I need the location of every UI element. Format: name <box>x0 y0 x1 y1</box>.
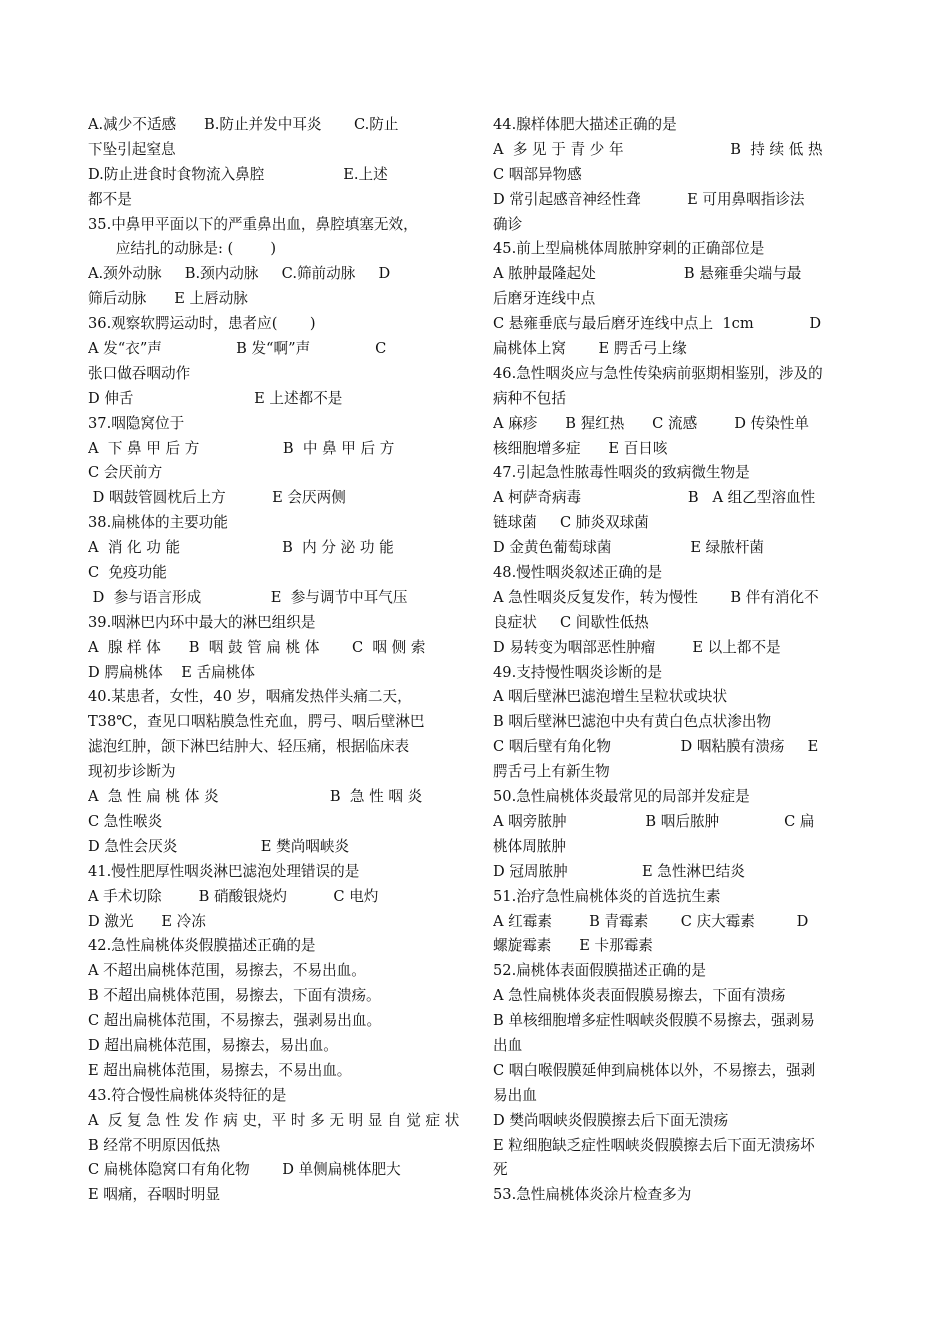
right-text-line: 易出血 <box>493 1086 537 1104</box>
left-text-line: A 反 复 急 性 发 作 病 史，平 时 多 无 明 显 自 觉 症 状 <box>88 1111 460 1129</box>
left-text-line: D 咽鼓管圆枕后上方 E 会厌两侧 <box>88 489 346 507</box>
left-text-line: A 手术切除 B 硝酸银烧灼 C 电灼 <box>88 887 379 905</box>
left-text-line: A 发“衣”声 B 发“啊”声 C <box>88 340 387 358</box>
right-text-line: E 粒细胞缺乏症性咽峡炎假膜擦去后下面无溃疡坏 <box>493 1136 815 1154</box>
right-text-line: 螺旋霉素 E 卡那霉素 <box>493 937 653 955</box>
right-text-line: 出血 <box>493 1036 523 1054</box>
right-column <box>493 113 869 1208</box>
left-text-line: C 免疫功能 <box>88 564 167 582</box>
left-text-line: 滤泡红肿，颌下淋巴结肿大、轻压痛，根据临床表 <box>88 738 410 756</box>
right-text-line: C 咽白喉假膜延伸到扁桃体以外，不易擦去，强剥 <box>493 1061 816 1079</box>
right-text-line: D 樊尚咽峡炎假膜擦去后下面无溃疡 <box>493 1111 729 1129</box>
left-text-line: A 下 鼻 甲 后 方 B 中 鼻 甲 后 方 <box>88 439 395 457</box>
right-text-line: A 急性咽炎反复发作，转为慢性 B 伴有消化不 <box>493 588 819 606</box>
left-text-line: 都不是 <box>88 190 132 208</box>
right-text-line: C 咽后壁有角化物 D 咽粘膜有溃疡 E <box>493 738 819 756</box>
left-text-line: 37.咽隐窝位于 <box>88 414 185 432</box>
left-text-line: 40.某患者，女性，40 岁，咽痛发热伴头痛二天， <box>88 688 412 706</box>
right-text-line: A 麻疹 B 猩红热 C 流感 D 传染性单 <box>493 414 809 432</box>
right-text-line: D 金黄色葡萄球菌 E 绿脓杆菌 <box>493 539 765 557</box>
left-text-line: C 超出扁桃体范围，不易擦去，强剥易出血。 <box>88 1012 382 1030</box>
left-text-line: 现初步诊断为 <box>88 763 176 781</box>
left-text-line: D 激光 E 冷冻 <box>88 912 206 930</box>
left-text-line: C 会厌前方 <box>88 464 163 482</box>
right-text-line: 49.支持慢性咽炎诊断的是 <box>493 663 663 681</box>
right-text-line: 46.急性咽炎应与急性传染病前驱期相鉴别，涉及的 <box>493 364 823 382</box>
left-text-line: 38.扁桃体的主要功能 <box>88 514 228 532</box>
left-text-line: B 经常不明原因低热 <box>88 1136 221 1154</box>
left-text-line: A 急 性 扁 桃 体 炎 B 急 性 咽 炎 <box>88 788 423 806</box>
right-text-line: 腭舌弓上有新生物 <box>493 763 610 781</box>
left-text-line: B 不超出扁桃体范围，易擦去，下面有溃疡。 <box>88 987 381 1005</box>
left-text-line: 张口做吞咽动作 <box>88 364 191 382</box>
left-text-line: A 不超出扁桃体范围，易擦去，不易出血。 <box>88 962 366 980</box>
right-text-line: C 咽部异物感 <box>493 165 582 183</box>
left-text-line: A 消 化 功 能 B 内 分 泌 功 能 <box>88 539 394 557</box>
right-text-line: 44.腺样体肥大描述正确的是 <box>493 116 677 133</box>
left-text-line: A 腺 样 体 B 咽 鼓 管 扁 桃 体 C 咽 侧 索 <box>88 638 426 656</box>
right-text-line: C 悬雍垂底与最后磨牙连线中点上 1cm D <box>493 315 822 333</box>
right-text-line: 52.扁桃体表面假膜描述正确的是 <box>493 962 706 980</box>
right-text-line: 确诊 <box>493 215 523 233</box>
right-text-line: A 红霉素 B 青霉素 C 庆大霉素 D <box>493 912 809 930</box>
right-text-line: A 咽后壁淋巴滤泡增生呈粒状或块状 <box>493 688 728 706</box>
right-text-line: 47.引起急性脓毒性咽炎的致病微生物是 <box>493 464 750 482</box>
right-text-line: 核细胞增多症 E 百日咳 <box>493 439 668 457</box>
left-text-line: 36.观察软腭运动时，患者应( ) <box>88 315 316 333</box>
right-text-line: D 冠周脓肿 E 急性淋巴结炎 <box>493 862 745 880</box>
left-text-line: E 咽痛，吞咽时明显 <box>88 1186 221 1204</box>
right-text-line: D 常引起感音神经性聋 E 可用鼻咽指诊法 <box>493 190 805 208</box>
right-text-line: 病种不包括 <box>493 389 566 407</box>
left-text-line: 42.急性扁桃体炎假膜描述正确的是 <box>88 937 316 955</box>
left-text-line: 43.符合慢性扁桃体炎特征的是 <box>88 1086 287 1104</box>
left-column <box>88 113 464 1208</box>
left-text-line: D.防止进食时食物流入鼻腔 E.上述 <box>88 165 388 183</box>
right-text-line: D 易转变为咽部恶性肿瘤 E 以上都不是 <box>493 638 781 656</box>
right-text-line: 48.慢性咽炎叙述正确的是 <box>493 564 663 582</box>
left-text-line: 应结扎的动脉是: ( ) <box>88 240 277 258</box>
right-text-line: B 咽后壁淋巴滤泡中央有黄白色点状渗出物 <box>493 713 772 731</box>
right-text-line: A 咽旁脓肿 B 咽后脓肿 C 扁 <box>493 812 815 830</box>
left-text-line: 下坠引起窒息 <box>88 140 176 158</box>
left-text-line: C 扁桃体隐窝口有角化物 D 单侧扁桃体肥大 <box>88 1161 401 1179</box>
left-text-line: A.减少不适感 B.防止并发中耳炎 C.防止 <box>88 116 399 133</box>
left-text-line: 35.中鼻甲平面以下的严重鼻出血，鼻腔填塞无效， <box>88 215 418 233</box>
right-text-line: 后磨牙连线中点 <box>493 290 596 308</box>
left-text-line: D 急性会厌炎 E 樊尚咽峡炎 <box>88 837 350 855</box>
right-text-line: 扁桃体上窝 E 腭舌弓上缘 <box>493 340 687 358</box>
right-text-line: 良症状 C 间歇性低热 <box>493 613 649 631</box>
right-text-line: 50.急性扁桃体炎最常见的局部并发症是 <box>493 788 750 806</box>
left-text-line: C 急性喉炎 <box>88 812 163 830</box>
right-text-line: A 多 见 于 青 少 年 B 持 续 低 热 <box>493 140 823 158</box>
left-text-line: D 腭扁桃体 E 舌扁桃体 <box>88 663 255 681</box>
right-text-line: 死 <box>493 1161 508 1179</box>
left-text-line: T38℃，查见口咽粘膜急性充血，腭弓、咽后壁淋巴 <box>88 713 425 731</box>
right-text-line: 51.治疗急性扁桃体炎的首选抗生素 <box>493 887 721 905</box>
right-text-line: 链球菌 C 肺炎双球菌 <box>493 514 649 532</box>
left-text-line: D 超出扁桃体范围，易擦去，易出血。 <box>88 1036 338 1054</box>
right-text-line: 桃体周脓肿 <box>493 837 566 855</box>
right-text-line: 53.急性扁桃体炎涂片检查多为 <box>493 1186 692 1204</box>
right-text-line: A 脓肿最隆起处 B 悬雍垂尖端与最 <box>493 265 802 283</box>
right-text-line: A 柯萨奇病毒 B A 组乙型溶血性 <box>493 489 816 507</box>
left-text-line: A.颈外动脉 B.颈内动脉 C.筛前动脉 D <box>88 265 391 283</box>
left-text-line: 39.咽淋巴内环中最大的淋巴组织是 <box>88 613 316 631</box>
left-text-line: E 超出扁桃体范围，易擦去，不易出血。 <box>88 1061 352 1079</box>
right-text-line: B 单核细胞增多症性咽峡炎假膜不易擦去，强剥易 <box>493 1012 815 1030</box>
left-text-line: D 伸舌 E 上述都不是 <box>88 389 343 407</box>
left-text-line: D 参与语言形成 E 参与调节中耳气压 <box>88 588 408 606</box>
right-text-line: 45.前上型扁桃体周脓肿穿刺的正确部位是 <box>493 240 765 258</box>
left-text-line: 筛后动脉 E 上唇动脉 <box>88 290 248 308</box>
left-text-line: 41.慢性肥厚性咽炎淋巴滤泡处理错误的是 <box>88 862 360 880</box>
right-text-line: A 急性扁桃体炎表面假膜易擦去，下面有溃疡 <box>493 987 786 1005</box>
